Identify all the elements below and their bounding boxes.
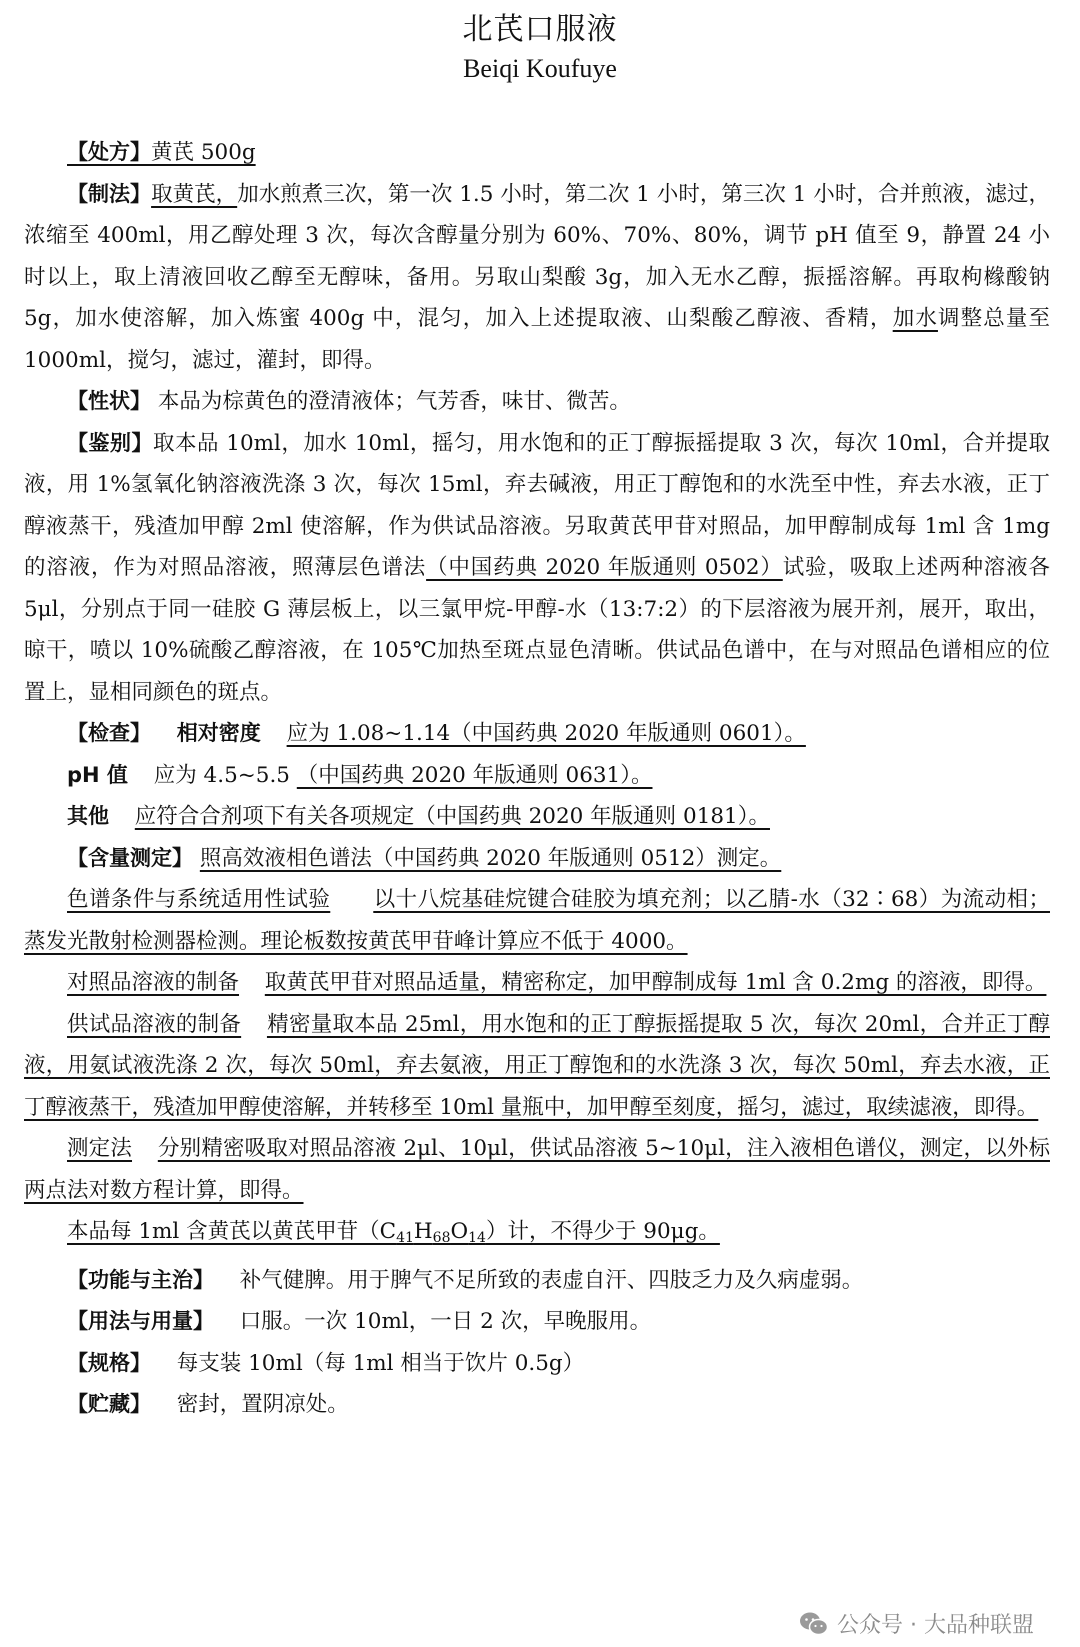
character-text: 本品为棕黄色的澄清液体；气芳香，味甘、微苦。 (157, 389, 631, 414)
inspection-density (24, 713, 1050, 755)
prescription-heading: 【处方】 (67, 140, 151, 164)
identification-text-c: 试验，吸取上述两种溶液各 5μl，分别点于同一硅胶 G 薄层板上，以三氯甲烷-甲醇-水（13:7:2）的下层溶液为展开剂，展开，取出，晾干，喷以 10%硫酸乙醇溶液，在 105℃加热至斑点显色清晰。供试品色谱中，在与对照品色谱相应的位置上，显相同颜色的斑点。 (24, 555, 1050, 705)
method-section (24, 174, 1050, 382)
storage-heading: 【贮藏】 (67, 1392, 151, 1416)
limit-d: ）计，不得少于 90μg。 (485, 1219, 720, 1244)
limit-sub-c: 41 (396, 1230, 414, 1246)
assay-test-solution (24, 1004, 1050, 1129)
assay-method-text: 分别精密吸取对照品溶液 2μl、10μl，供试品溶液 5~10μl，注入液相色谱仪，测定，以外标两点法对数方程计算，即得。 (24, 1136, 1050, 1203)
identification-text-a: 取本品 10ml，加水 10ml，摇匀，用水饱和的正丁醇振摇提取 3 次，每次 10ml，合并提取液，用 1%氢氧化钠溶液洗涤 3 次，每次 15ml，弃去碱液，用正丁醇饱和的水洗至中性，弃去水液，正丁醇液蒸干，残渣加甲醇 2ml 使溶解，作为供试品溶液。另取黄芪甲苷对照品，加甲醇制成每 1ml 含 1mg 的溶液，作为对照品溶液，照薄层色谱法 (24, 430, 1051, 580)
assay-heading-line (24, 838, 1050, 880)
page-title: 北芪口服液 (462, 12, 618, 47)
identification-heading: 【鉴别】 (67, 430, 153, 455)
test-text: 精密量取本品 25ml，用水饱和的正丁醇振摇提取 5 次，每次 20ml，合并正丁醇液，用氨试液洗涤 2 次，每次 50ml，弃去氨液，用正丁醇饱和的水洗涤 3 次，每次 50ml，弃去水液，正丁醇液蒸干，残渣加甲醇使溶解，并转移至 10ml 量瓶中，加甲醇至刻度，摇匀，滤过，取续滤液，即得。 (24, 1011, 1050, 1120)
inspection-ph (24, 755, 1050, 797)
limit-sub-h: 68 (432, 1230, 451, 1246)
function-section (24, 1260, 1050, 1302)
spec-section (24, 1343, 1050, 1385)
identification-section (24, 423, 1050, 714)
other-label: 其他 (67, 804, 109, 828)
other-text: 应符合合剂项下有关各项规定（中国药典 2020 年版通则 0181）。 (134, 804, 770, 829)
chrom-label: 色谱条件与系统适用性试验 (67, 887, 331, 912)
density-label: 相对密度 (176, 721, 261, 745)
character-section (24, 381, 1050, 423)
test-label: 供试品溶液的制备 (67, 1011, 242, 1037)
assay-heading: 【含量测定】 (67, 845, 193, 870)
spec-text: 每支装 10ml（每 1ml 相当于饮片 0.5g） (176, 1350, 585, 1376)
prescription-text: 黄芪 500g (151, 140, 256, 165)
density-text: 应为 1.08~1.14（中国药典 2020 年版通则 0601）。 (286, 721, 806, 746)
ref-text: 取黄芪甲苷对照品适量，精密称定，加甲醇制成每 1ml 含 0.2mg 的溶液，即得。 (264, 970, 1047, 995)
prescription-section (24, 132, 1050, 174)
ph-text-b: （中国药典 2020 年版通则 0631）。 (296, 762, 653, 788)
function-heading: 【功能与主治】 (67, 1267, 214, 1292)
assay-reference (24, 962, 1050, 1004)
character-heading: 【性状】 (67, 389, 151, 413)
assay-method (24, 1128, 1050, 1211)
inspection-other (24, 796, 1050, 838)
watermark (799, 1608, 1034, 1639)
limit-b: H (413, 1219, 433, 1244)
wechat-icon (799, 1611, 829, 1637)
chrom-text: 以十八烷基硅烷键合硅胶为填充剂；以乙腈-水（32∶68）为流动相；蒸发光散射检测器检测。理论板数按黄芪甲苷峰计算应不低于 4000。 (24, 887, 1050, 954)
spec-heading: 【规格】 (67, 1350, 151, 1375)
page-subtitle: Beiqi Koufuye (463, 54, 617, 83)
limit-a: 本品每 1ml 含黄芪以黄芪甲苷（C (67, 1219, 397, 1244)
identification-text-b: （中国药典 2020 年版通则 0502） (426, 555, 783, 580)
watermark-text: 公众号 · 大品种联盟 (837, 1613, 1034, 1638)
usage-heading: 【用法与用量】 (67, 1309, 214, 1333)
method-text-d: 调整总量至 1000ml，搅匀，滤过，灌封，即得。 (24, 306, 1050, 373)
assay-limit (24, 1211, 1050, 1260)
inspection-heading: 【检查】 (67, 721, 151, 745)
ph-text-a: 应为 4.5~5.5 (153, 762, 290, 788)
method-label: 测定法 (67, 1136, 133, 1161)
ph-label: pH 值 (67, 762, 128, 787)
method-text-b: 加水煎煮三次，第一次 1.5 小时，第二次 1 小时，第三次 1 小时，合并煎液，滤过，浓缩至 400ml，用乙醇处理 3 次，每次含醇量分别为 60%、70%、80%，调节 pH 值至 9，静置 24 小时以上，取上清液回收乙醇至无醇味，备用。另取山梨酸 3g，加入无水乙醇，振摇溶解。再取枸橼酸钠 5g，加水使溶解，加入炼蜜 400g 中，混匀，加入上述提取液、山梨酸乙醇液、香精， (24, 181, 1051, 331)
limit-sub-o: 14 (468, 1230, 486, 1246)
method-text-a: 取黄芪， (151, 181, 238, 207)
usage-text: 口服。一次 10ml，一日 2 次，早晚服用。 (239, 1309, 652, 1334)
document-body (24, 132, 1050, 1426)
assay-intro: 照高效液相色谱法（中国药典 2020 年版通则 0512）测定。 (199, 845, 782, 871)
method-text-c: 加水 (892, 306, 938, 331)
storage-section (24, 1384, 1050, 1426)
method-heading: 【制法】 (67, 181, 152, 206)
limit-c: O (450, 1219, 469, 1244)
function-text: 补气健脾。用于脾气不足所致的表虚自汗、四肢乏力及久病虚弱。 (239, 1267, 864, 1293)
storage-text: 密封，置阴凉处。 (176, 1392, 349, 1417)
usage-section (24, 1301, 1050, 1343)
assay-chromatography (24, 879, 1050, 962)
ref-label: 对照品溶液的制备 (67, 970, 240, 995)
